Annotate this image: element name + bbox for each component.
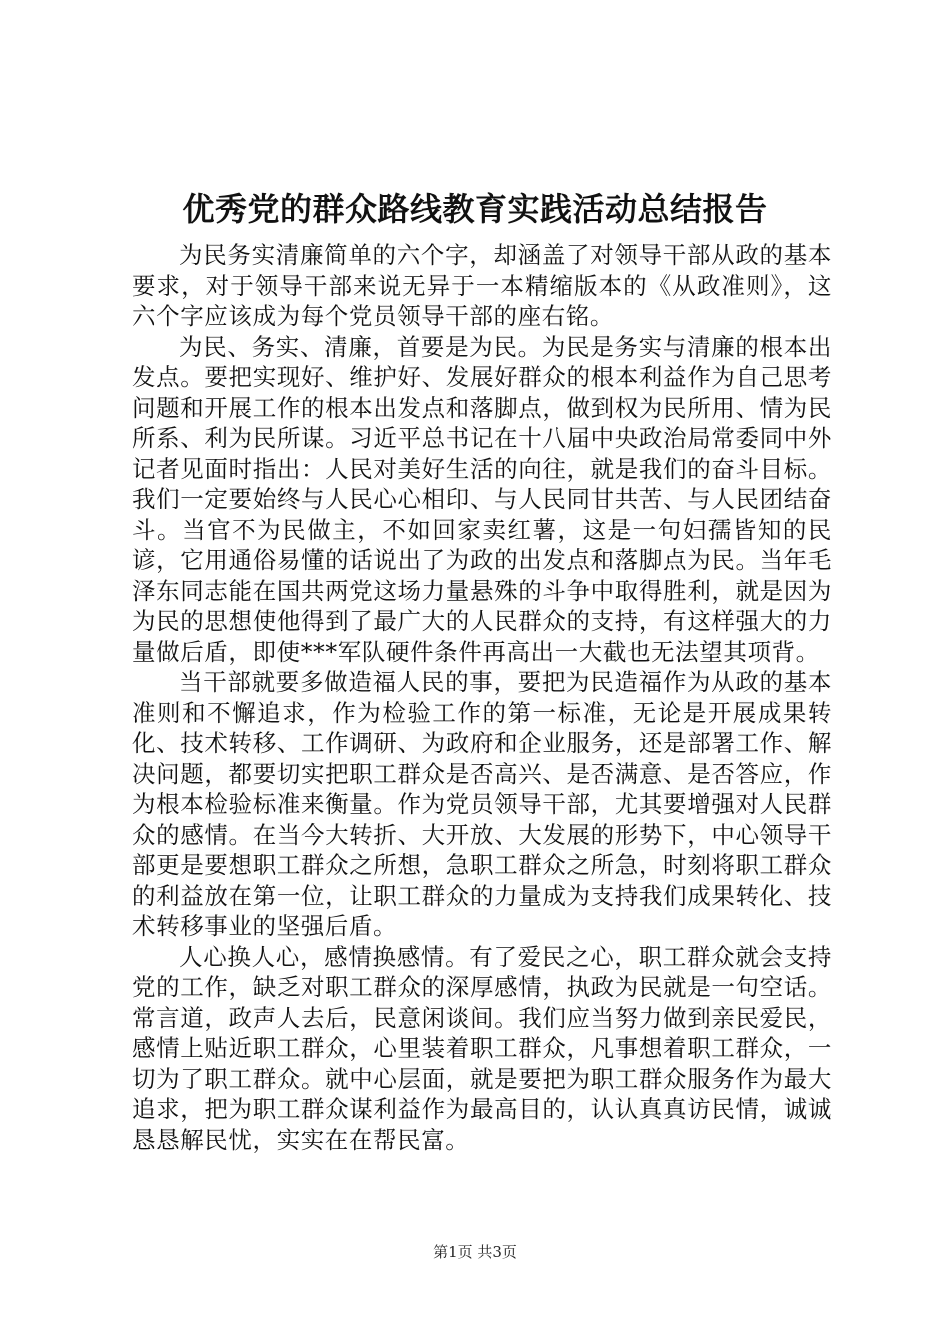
paragraph: 为民、务实、清廉，首要是为民。为民是务实与清廉的根本出发点。要把实现好、维护好、发展好群众的根本利益作为自己思考问题和开展工作的根本出发点和落脚点，做到权为民所用、情为民所系、利为民所谋。习近平总书记在十八届中央政治局常委同中外记者见面时指出：人民对美好生活的向往，就是我们的奋斗目标。我们一定要始终与人民心心相印、与人民同甘共苦、与人民团结奋斗。当官不为民做主，不如回家卖红薯，这是一句妇孺皆知的民谚，它用通俗易懂的话说出了为政的出发点和落脚点为民。当年毛泽东同志能在国共两党这场力量悬殊的斗争中取得胜利，就是因为为民的思想使他得到了最广大的人民群众的支持，有这样强大的力量做后盾，即使***军队硬件条件再高出一大截也无法望其项背。 (132, 332, 832, 666)
paragraph: 当干部就要多做造福人民的事，要把为民造福作为从政的基本准则和不懈追求，作为检验工作的第一标准，无论是开展成果转化、技术转移、工作调研、为政府和企业服务，还是部署工作、解决问题，都要切实把职工群众是否高兴、是否满意、是否答应，作为根本检验标准来衡量。作为党员领导干部，尤其要增强对人民群众的感情。在当今大转折、大开放、大发展的形势下，中心领导干部更是要想职工群众之所想，急职工群众之所急，时刻将职工群众的利益放在第一位，让职工群众的力量成为支持我们成果转化、技术转移事业的坚强后盾。 (132, 668, 832, 940)
page-number-footer: 第1页 共3页 (433, 1243, 517, 1261)
paragraph: 为民务实清廉简单的六个字，却涵盖了对领导干部从政的基本要求，对于领导干部来说无异于一本精缩版本的《从政准则》，这六个字应该成为每个党员领导干部的座右铭。 (132, 241, 832, 330)
document-body (132, 240, 832, 1155)
paragraph: 人心换人心，感情换感情。有了爱民之心，职工群众就会支持党的工作，缺乏对职工群众的深厚感情，执政为民就是一句空话。常言道，政声人去后，民意闲谈间。我们应当努力做到亲民爱民，感情上贴近职工群众，心里装着职工群众，凡事想着职工群众，一切为了职工群众。就中心层面，就是要把为职工群众服务作为最大追求，把为职工群众谋利益作为最高目的，认认真真访民情，诚诚恳恳解民忧，实实在在帮民富。 (132, 942, 832, 1154)
document-title: 优秀党的群众路线教育实践活动总结报告 (182, 190, 768, 228)
